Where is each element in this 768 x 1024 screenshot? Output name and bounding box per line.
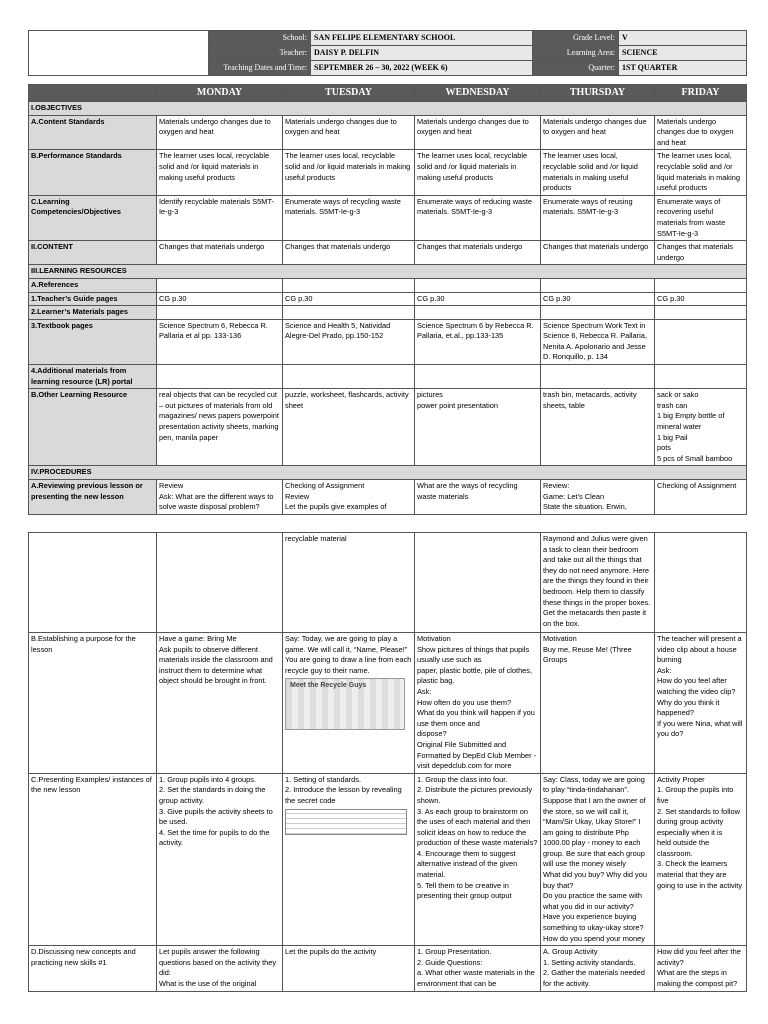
secret-code-picture — [285, 809, 407, 835]
presenting-tuesday-text: 1. Setting of standards. 2. Introduce the lesson by revealing the secret code — [285, 774, 402, 805]
quarter-label: Quarter: — [533, 61, 619, 76]
quarter-value: 1ST QUARTER — [619, 61, 747, 76]
row-references: A.References — [29, 278, 747, 292]
logo-cell — [29, 31, 209, 76]
day-thursday: THURSDAY — [541, 85, 655, 102]
row-learners-materials: 2.Learner’s Materials pages — [29, 306, 747, 320]
recycle-guys-picture — [285, 678, 405, 730]
row-performance-standards: B.Performance Standards The learner uses local, recyclable solid and /or liquid materials in making useful products The learner uses local, recyclable solid and /or liquid materials in making useful products The learner uses local, recyclable solid and /or liquid materials in making useful products The learner uses local, recyclable solid and /or liquid materials in making useful products The learner uses local, recyclable solid and /or liquid materials in making useful products — [29, 150, 747, 195]
day-tuesday: TUESDAY — [283, 85, 415, 102]
section-resources: III.LEARNING RESOURCES — [29, 265, 747, 279]
row-competencies: C.Learning Competencies/Objectives Identify recyclable materials S5MT-Ie-g-3 Enumerate ways of recycling waste materials. S5MT-Ie-g-3 Enumerate ways of reducing waste materials. S5MT-Ie-g-3 Enumerate ways of reusing materials. S5MT-Ie-g-3 Enumerate ways of recovering useful materials from waste S5MT-Ie-g-3 — [29, 195, 747, 240]
row-presenting-examples: C.Presenting Examples/ instances of the new lesson 1. Group pupils into 4 groups. 2. Set the standards in doing the group activity. 3. Give pupils the activity sheets to be used. 4. Set the time for pupils to do the activity. 1. Setting of standards. 2. Introduce the lesson by revealing the secret code 1. Group the class into four. 2. Distribute the pictures previously shown. 3. As each group to brainstorm on the uses of each material and then solicit ideas on how to reduce the production of these waste materials? 4. Encourage them to suggest alternative instead of the given material. 5. Tell them to be creative in presenting their group output Say: Class, today we are going to play “tinda-tindahanan”. Suppose that I am the owner of the store, so we will call it, “Mam/Sir Ukay, Ukay Store!” I am going to distribute Php 1000.00 play - money to each group. Be sure that each group will use the money wisely What did you buy? Why did you buy that? Do you practice the same with what you did in our activity? Have you experience buying something to ukay-ukay store? How do you spend your money Activity Proper 1. Group the pupils into five 2. Set standards to follow during group activity especially when it is held outside the classroom. 3. Check the learners material that they are going to use in the activity — [29, 773, 747, 946]
day-header-row — [29, 85, 747, 102]
header-table — [28, 30, 747, 76]
row-other-resources: B.Other Learning Resource real objects that can be recycled cut – out pictures of materials from old magazines/ news papers powerpoint presentation activity sheets, marking pen, manila paper puzzle, worksheet, flashcards, activity sheet pictures power point presentation trash bin, metacards, activity sheets, table sack or sako trash can 1 big Empty bottle of mineral water 1 big Pail pots 5 pcs of Small bamboo — [29, 389, 747, 466]
corner-cell — [29, 85, 157, 102]
row-additional-materials: 4.Additional materials from learning resource (LR) portal — [29, 365, 747, 389]
row-teachers-guide: 1.Teacher’s Guide pages CG p.30 CG p.30 CG p.30 CG p.30 CG p.30 — [29, 292, 747, 306]
day-friday: FRIDAY — [655, 85, 747, 102]
area-value: SCIENCE — [619, 46, 747, 61]
row-content: II.CONTENT Changes that materials undergo Changes that materials undergo Changes that materials undergo Changes that materials undergo Changes that materials undergo — [29, 241, 747, 265]
row-reviewing-continued: recyclable material Raymond and Julius were given a task to clean their bedroom and take out all the things that they do not need anymore. Here are the things they found in their bedroom. Help them to classify these things in the proper boxes. Get the metacards then paste it on the box. — [29, 533, 747, 633]
row-establishing-purpose: B.Establishing a purpose for the lesson Have a game: Bring Me Ask pupils to observe different materials inside the classroom and instruct them to determine what object should be brought in front. Say: Today, we are going to play a game. We will call it, “Name, Please!” You are going to draw a line from each recycle guy to their name. Meet the Recycle Guys Motivation Show pictures of things that pupils usually use such as paper, plastic bottle, pile of clothes, plastic bag. Ask: How often do you use them? What do you think will happen if you use them once and dispose? Original File Submitted and Formatted by DepEd Club Member - visit depedclub.com for more Motivation Buy me, Reuse Me! (Three Groups The teacher will present a video clip about a house burning Ask: How do you feel after watching the video clip? Why do you think it happened? If you were Nina, what will you do? — [29, 633, 747, 774]
purpose-tuesday-text: Say: Today, we are going to play a game. We will call it, “Name, Please!” You are going to draw a line from each recycle guy to their name. — [285, 634, 412, 675]
row-textbook: 3.Textbook pages Science Spectrum 6, Rebecca R. Pallaria et al pp. 133-136 Science and Health 5, Natividad Alegre-Del Prado, pp.150-152 Science Spectrum 6 by Rebecca R. Pallaria, et.al., pp.133-135 Science Spectrum Work Text in Science 6, Rebecca R. Pallaria, Nenita A. Apolonario and Jesse D. Ronquillo, p. 134 — [29, 319, 747, 364]
dates-value: SEPTEMBER 26 – 30, 2022 (WEEK 6) — [311, 61, 533, 76]
teacher-value: DAISY P. DELFIN — [311, 46, 533, 61]
teacher-label: Teacher: — [209, 46, 311, 61]
school-value: SAN FELIPE ELEMENTARY SCHOOL — [311, 31, 533, 46]
school-label: School: — [209, 31, 311, 46]
row-content-standards: A.Content Standards Materials undergo changes due to oxygen and heat Materials undergo changes due to oxygen and heat Materials undergo changes due to oxygen and heat Materials undergo changes due to oxygen and heat Materials undergo changes due to oxygen and heat — [29, 115, 747, 150]
row-discussing-concepts: D.Discussing new concepts and practicing new skills #1 Let pupils answer the following questions based on the activity they did: What is the use of the original Let the pupils do the activity 1. Group Presentation. 2. Guide Questions: a. What other waste materials in the environment that can be A. Group Activity 1. Setting activity standards. 2. Gather the materials needed for the activity. How did you feel after the activity? What are the steps in making the compost pit? — [29, 946, 747, 991]
grade-value: V — [619, 31, 747, 46]
row-reviewing: A.Reviewing previous lesson or presenting the new lesson Review Ask: What are the different ways to solve waste disposal problem? Checking of Assignment Review Let the pupils give examples of What are the ways of recycling waste materials Review: Game: Let’s Clean State the situation. Erwin, Checking of Assignment — [29, 480, 747, 515]
day-monday: MONDAY — [157, 85, 283, 102]
section-objectives: I.OBJECTIVES — [29, 102, 747, 116]
lesson-log-table-page2 — [28, 532, 747, 992]
area-label: Learning Area: — [533, 46, 619, 61]
day-wednesday: WEDNESDAY — [415, 85, 541, 102]
dates-label: Teaching Dates and Time: — [209, 61, 311, 76]
lesson-log-table — [28, 84, 747, 515]
grade-label: Grade Level: — [533, 31, 619, 46]
recycle-guys-caption: Meet the Recycle Guys — [290, 682, 367, 690]
section-procedures: IV.PROCEDURES — [29, 466, 747, 480]
